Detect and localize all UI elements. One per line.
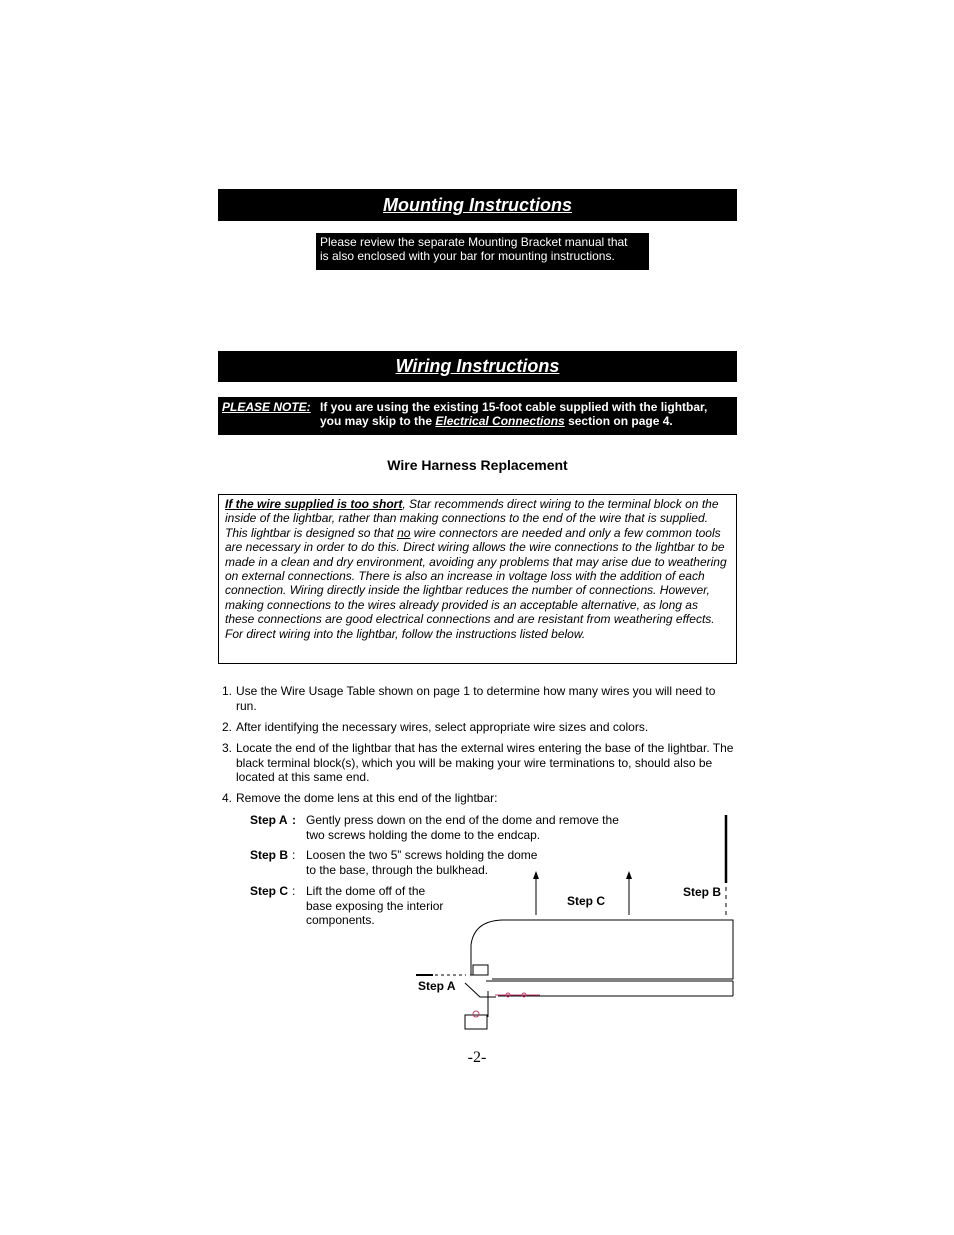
list-item-number: 1. — [222, 684, 233, 698]
list-item-number: 4. — [222, 791, 233, 805]
substep-text: Gently press down on the end of the dome and remove the two screws holding the dome to the endcap. — [306, 813, 619, 842]
mounting-note-box — [316, 233, 649, 270]
step-b-label: Step B — [683, 885, 722, 899]
please-note-label: PLEASE NOTE: — [222, 400, 311, 414]
substep-label: Step C — [250, 884, 289, 898]
wire-harness-title: Wire Harness Replacement — [387, 457, 568, 473]
step-c-arrowhead-right — [626, 871, 632, 879]
please-note-part1: If you are using the existing 15-foot cable supplied with the lightbar, you may skip to the — [320, 400, 708, 428]
substep-label: Step A — [250, 813, 288, 827]
endcap-lower — [465, 983, 496, 997]
step-c-arrowhead-left — [533, 871, 539, 879]
substep-separator: : — [292, 813, 296, 827]
substep-text: Loosen the two 5” screws holding the dome to the base, through the bulkhead. — [306, 848, 538, 877]
please-note-part2: section on page 4. — [564, 414, 673, 428]
substep-text: Lift the dome off of the base exposing the interior components. — [306, 884, 444, 927]
list-item-text: After identifying the necessary wires, select appropriate wire sizes and colors. — [236, 720, 649, 734]
intro-no: no — [397, 525, 411, 540]
list-item — [222, 741, 734, 785]
endcap — [470, 965, 488, 975]
mounting-note-line2: is also enclosed with your bar for mounting instructions. — [320, 249, 615, 263]
mounting-instructions-header: Mounting Instructions — [218, 189, 737, 221]
substep-label: Step B — [250, 848, 289, 862]
intro-lead: If the wire supplied is too short — [225, 497, 403, 511]
dome-outline — [471, 920, 733, 979]
step-c-label: Step C — [567, 894, 606, 908]
list-item — [222, 720, 734, 735]
list-item — [222, 791, 734, 806]
please-note-text — [320, 400, 730, 428]
wiring-instructions-header: Wiring Instructions — [218, 351, 737, 382]
list-item-number: 2. — [222, 720, 233, 734]
mounting-note-line1: Please review the separate Mounting Bracket manual that — [320, 235, 628, 249]
list-item-text: Use the Wire Usage Table shown on page 1 to determine how many wires you will need to run. — [236, 684, 716, 713]
list-item-text: Remove the dome lens at this end of the lightbar: — [236, 791, 498, 805]
wire-harness-intro-box — [218, 494, 737, 664]
page-number: -2- — [467, 1049, 487, 1066]
lightbar-dome-diagram — [400, 805, 740, 1035]
intro-part1: , Star recommends direct wiring to the terminal block on the inside of the lightbar, rather than making connections to the end of the wire that is supplied. This lightbar is designed so that — [225, 497, 719, 540]
substep-separator: : — [292, 884, 296, 898]
substep-separator: : — [292, 848, 296, 862]
intro-part2: wire connectors are needed and only a few common tools are necessary in order to do this. Direct wiring allows the wire connections to the lightbar to be made in a clean and dry environment, avoiding any problems that may arise due to weathering on external connections. There is also an increase in voltage loss with the addition of each connection. Wiring directly inside the lightbar reduces the number of connections. However, making connections to the wires already provided is an acceptable alternative, as long as these connections are good electrical connections and are resistant from weathering effects. For direct wiring into the lightbar, follow the instructions listed below. — [225, 525, 727, 641]
step-a-label: Step A — [418, 979, 456, 993]
list-item — [222, 684, 734, 713]
list-item-text: Locate the end of the lightbar that has the external wires entering the base of the lightbar. The black terminal block(s), which you will be making your wire terminations to, should also be located at this same end. — [236, 741, 734, 784]
list-item-number: 3. — [222, 741, 233, 755]
please-note-box — [218, 397, 737, 435]
electrical-connections-link[interactable]: Electrical Connections — [435, 414, 565, 428]
connector-terminal — [473, 1011, 479, 1017]
